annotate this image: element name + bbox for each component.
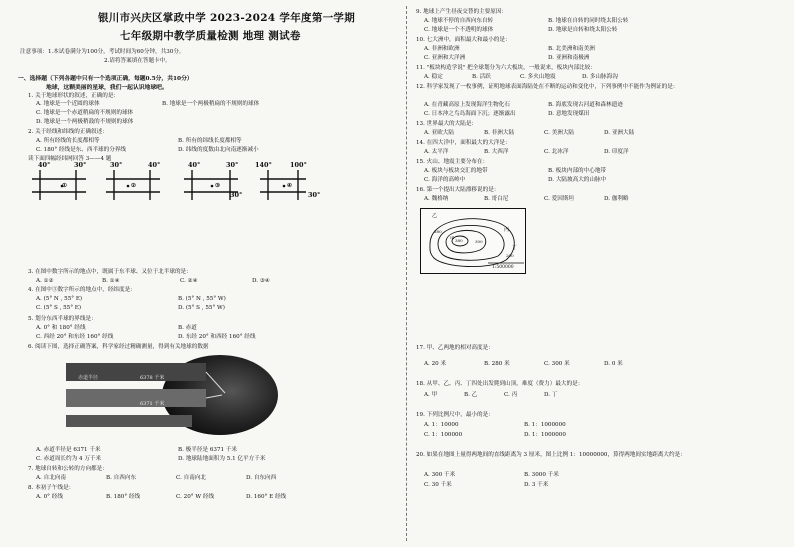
q13-option-a[interactable]: A. 亚欧大陆 — [424, 130, 454, 136]
question-3-4-intro: 读下面四幅经纬网回答 3——4 题 — [28, 156, 112, 162]
q10-option-c[interactable]: C. 亚洲和大洋洲 — [424, 55, 466, 61]
instructions-1: 注意事项：1.本试卷满分为100分，考试时间为60分钟，共30分。 — [20, 49, 185, 55]
q9-option-c[interactable]: C. 地球是一个不透明的球体 — [424, 27, 494, 33]
q7-option-c[interactable]: C. 自南向北 — [176, 475, 207, 481]
q11-option-a[interactable]: A. 稳定 — [424, 74, 443, 80]
point-marker — [127, 185, 130, 188]
title-line-1: 银川市兴庆区掌政中学 2023-2024 学年度第一学期 — [98, 12, 356, 24]
q14-option-b[interactable]: B. 大西洋 — [484, 149, 509, 155]
question-7: 7. 地球自转和公转的方向都是： — [28, 466, 108, 472]
q8-option-c[interactable]: C. 20° W 经线 — [176, 494, 215, 500]
earth-label-1: 6378 千米 — [140, 375, 165, 381]
grid2-label-right: 40° — [148, 161, 161, 169]
q19-option-d[interactable]: D. 1：1000000 — [524, 432, 566, 438]
q10-option-b[interactable]: B. 北美洲和南美洲 — [548, 46, 595, 52]
q6-option-a[interactable]: A. 赤道半径是 6371 千米 — [36, 447, 101, 453]
q6-option-d[interactable]: D. 地球陆地面积为 5.1 亿平方千米 — [178, 456, 266, 462]
q17-option-b[interactable]: B. 280 米 — [484, 361, 510, 367]
point-marker — [211, 185, 214, 188]
q5-option-d[interactable]: D. 东经 20° 和西经 160° 经线 — [178, 334, 256, 340]
q8-option-a[interactable]: A. 0° 经线 — [36, 494, 63, 500]
q6-option-b[interactable]: B. 极半径是 6371 千米 — [178, 447, 238, 453]
q15-option-c[interactable]: C. 海洋的高岭中 — [424, 177, 466, 183]
q20-option-d[interactable]: D. 3 千米 — [524, 482, 549, 488]
q2-option-b[interactable]: B. 所有的纬线长度都相等 — [178, 138, 242, 144]
q5-option-c[interactable]: C. 西经 20° 和东经 160° 经线 — [36, 334, 114, 340]
grid2-label-left: 30° — [110, 161, 123, 169]
section-subtitle: 地球，这颗美丽的星球，我们一起认识地球吧。 — [46, 85, 168, 91]
q19-option-c[interactable]: C. 1：100000 — [424, 432, 463, 438]
question-17: 17. 甲、乙两地的相对高度是： — [416, 345, 494, 351]
question-4: 4. 在图中③数字所示的地点中，经纬度是： — [28, 287, 136, 293]
q16-option-c[interactable]: C. 爱因斯坦 — [544, 196, 575, 202]
contour-value-380: 380 — [455, 238, 463, 243]
question-15: 15. 火山、地震主要分布在： — [416, 159, 489, 165]
contour-value-200: 200 — [506, 253, 514, 258]
q2-option-d[interactable]: D. 纬线的度数由北向南逐渐减小 — [178, 147, 259, 153]
q11-option-b[interactable]: B. 活跃 — [472, 74, 491, 80]
question-10: 10. 七大洲中，面积最大和最小的是： — [416, 37, 511, 43]
grid4-label-right: 100° — [290, 161, 307, 169]
contour-value-300: 300 — [475, 239, 483, 244]
question-11: 11. "板块构造学说" 把全球划分为六大板块，一般说来，板块内部比较： — [416, 65, 596, 71]
q11-option-d[interactable]: D. 多山脉海沟 — [582, 74, 618, 80]
grid3-label-left: 40° — [188, 161, 201, 169]
question-12: 12. 科学家发现了一枚事例，证明地球表面海陆处在不断的运动和变化中，下列事例中不能作为例证的是： — [416, 84, 679, 90]
earth-label-0: 赤道半径 — [78, 375, 99, 381]
right-column — [412, 0, 794, 547]
label-band-2 — [66, 389, 206, 407]
grid3-label-right: 30° — [226, 161, 239, 169]
question-8: 8. 本初子午线是： — [28, 485, 75, 491]
q10-option-a[interactable]: A. 非洲和欧洲 — [424, 46, 460, 52]
q16-option-d[interactable]: D. 伽利略 — [604, 196, 629, 202]
q7-option-d[interactable]: D. 自东向西 — [246, 475, 277, 481]
earth-radius-figure — [60, 353, 280, 437]
q1-option-b[interactable]: B. 地球是一个两极稍扁的不规则的球体 — [162, 101, 260, 107]
q14-option-c[interactable]: C. 北冰洋 — [544, 149, 569, 155]
instructions-2: 2.请将答案填在答题卡中。 — [104, 58, 171, 64]
q4-option-a[interactable]: A. (5° N , 55° E) — [36, 296, 83, 302]
grid4-north-label: 30° — [308, 191, 321, 199]
q5-option-b[interactable]: B. 赤道 — [178, 325, 197, 331]
q13-option-b[interactable]: B. 非洲大陆 — [484, 130, 515, 136]
q14-option-d[interactable]: D. 印度洋 — [604, 149, 629, 155]
question-9: 9. 地球上产生昼夜交替的主要原因： — [416, 9, 508, 15]
question-5: 5. 划分东西半球的界线是： — [28, 316, 97, 322]
grid3-point: ③ — [215, 183, 220, 189]
q1-option-a[interactable]: A. 地球是一个近圆的球体 — [36, 101, 100, 107]
q18-option-b[interactable]: B. 乙 — [464, 392, 478, 398]
q9-option-d[interactable]: D. 地球是自转和绕太阳公转 — [548, 27, 618, 33]
q4-option-d[interactable]: D. (5° S , 55° W) — [178, 305, 225, 311]
grid4-label-left: 140° — [255, 161, 272, 169]
q1-option-c[interactable]: C. 地球是一个赤道稍扁的不规则的球体 — [36, 110, 134, 116]
q15-option-a[interactable]: A. 板块与板块交汇的地带 — [424, 168, 488, 174]
q4-option-b[interactable]: B. (5° N , 55° W) — [178, 296, 226, 302]
q20-option-a[interactable]: A. 300 千米 — [424, 472, 456, 478]
q15-option-b[interactable]: B. 板块内部的中心地带 — [548, 168, 607, 174]
q17-option-a[interactable]: A. 20 米 — [424, 361, 447, 367]
q7-option-a[interactable]: A. 自北向南 — [36, 475, 66, 481]
question-3: 3. 在图中数字所示的地点中，既属于东半球、又位于北半球的是： — [28, 269, 192, 275]
q16-option-b[interactable]: B. 哥白尼 — [484, 196, 509, 202]
q18-option-a[interactable]: A. 甲 — [424, 392, 438, 398]
contour-label-jia: 甲 — [450, 237, 455, 242]
q16-option-a[interactable]: A. 魏格纳 — [424, 196, 449, 202]
question-13: 13. 世界最大的大陆是： — [416, 121, 478, 127]
grid4-point: ④ — [287, 183, 292, 189]
contour-label-ding: 丁 — [512, 245, 518, 251]
question-20: 20. 如果在地图上量得两地间的直线距离为 3 厘米，图上比例 1：10000000，算得两地间实地距离大约是： — [416, 452, 686, 458]
column-divider — [406, 6, 407, 541]
q3-option-a[interactable]: A. ①② — [36, 278, 54, 284]
q1-option-d[interactable]: D. 地球是一个两极稍鼓的不规则的球体 — [36, 119, 134, 125]
q12-option-d[interactable]: D. 意地发现煤田 — [548, 111, 590, 117]
q6-option-c[interactable]: C. 赤道周长约为 4 万千米 — [36, 456, 102, 462]
question-16: 16. 第一个提出大陆漂移说的是： — [416, 187, 500, 193]
q12-option-a[interactable]: A. 在青藏高原上发现海洋生物化石 — [424, 102, 510, 108]
q8-option-b[interactable]: B. 180° 经线 — [106, 494, 141, 500]
question-6: 6. 阅读下图，选择正确答案，科学家经过精确测量，得到有关地球的数据 — [28, 344, 209, 350]
q20-option-c[interactable]: C. 30 千米 — [424, 482, 452, 488]
q8-option-d[interactable]: D. 160° E 经线 — [246, 494, 287, 500]
q18-option-d[interactable]: D. 丁 — [544, 392, 558, 398]
contour-label-yi: 乙 — [432, 213, 438, 219]
grid1-point: ① — [62, 183, 67, 189]
q2-option-a[interactable]: A. 所有经线的长度都相等 — [36, 138, 100, 144]
q5-option-a[interactable]: A. 0° 和 180° 经线 — [36, 325, 86, 331]
q20-option-b[interactable]: B. 3000 千米 — [524, 472, 559, 478]
q12-option-b[interactable]: B. 海底发现古河道和森林遗迹 — [548, 102, 623, 108]
section-title: 一、选择题（下列各题中只有一个选项正确，每题0.5分，共10分） — [18, 76, 193, 82]
question-18: 18. 从甲、乙、丙、丁四处出发爬到山顶，难度（费力）最大的是： — [416, 381, 584, 387]
q19-option-a[interactable]: A. 1：10000 — [424, 422, 459, 428]
contour-value-280: 280 — [434, 229, 442, 234]
q17-option-c[interactable]: C. 300 米 — [544, 361, 570, 367]
graticule-4 — [260, 170, 306, 200]
label-band-3 — [66, 415, 192, 427]
q14-option-a[interactable]: A. 太平洋 — [424, 149, 449, 155]
q9-option-a[interactable]: A. 地球不停的自西向东自转 — [424, 18, 494, 24]
q4-option-c[interactable]: C. (5° S , 55° E) — [36, 305, 82, 311]
q3-option-b[interactable]: B. ①④ — [102, 278, 120, 284]
question-2: 2. 关于经线和纬线的正确叙述： — [28, 129, 108, 135]
q7-option-b[interactable]: B. 自西向东 — [106, 475, 137, 481]
q13-option-c[interactable]: C. 美洲大陆 — [544, 130, 575, 136]
q3-option-c[interactable]: C. ②④ — [180, 278, 198, 284]
q11-option-c[interactable]: C. 多火山地震 — [520, 74, 556, 80]
title-line-2: 七年级期中教学质量检测 地理 测试卷 — [120, 30, 301, 42]
grid2-point: ② — [131, 183, 136, 189]
question-14: 14. 在四大洋中，面积最大的大洋是： — [416, 140, 511, 146]
earth-label-2: 6371 千米 — [140, 401, 165, 407]
map-scale: 1:500000 — [492, 265, 514, 270]
grid1-label-right: 30° — [74, 161, 87, 169]
graticule-1 — [32, 170, 86, 200]
q3-option-d[interactable]: D. ③④ — [252, 278, 270, 284]
q10-option-d[interactable]: D. 亚洲和南极洲 — [548, 55, 590, 61]
q17-option-d[interactable]: D. 0 米 — [604, 361, 623, 367]
question-1: 1. 关于地球形状的叙述，正确的是： — [28, 93, 120, 99]
q9-option-b[interactable]: B. 地球在自转的同时绕太阳公转 — [548, 18, 629, 24]
q12-option-c[interactable]: C. 日本沖之鸟岛海面下沉；逐渐露出 — [424, 111, 516, 117]
question-19: 19. 下列比例尺中，最小的是： — [416, 412, 494, 418]
q13-option-d[interactable]: D. 亚洲大陆 — [604, 130, 635, 136]
q15-option-d[interactable]: D. 大陆坡高大的山脉中 — [548, 177, 607, 183]
grid3-south-label: 30° — [230, 191, 243, 199]
contour-label-bing: 丙 — [504, 227, 510, 233]
point-marker — [283, 185, 286, 188]
q2-option-c[interactable]: C. 180° 经线是东、西半球的分界线 — [36, 147, 127, 153]
q19-option-b[interactable]: B. 1：1000000 — [524, 422, 566, 428]
q18-option-c[interactable]: C. 丙 — [504, 392, 518, 398]
grid1-label-left: 40° — [38, 161, 51, 169]
